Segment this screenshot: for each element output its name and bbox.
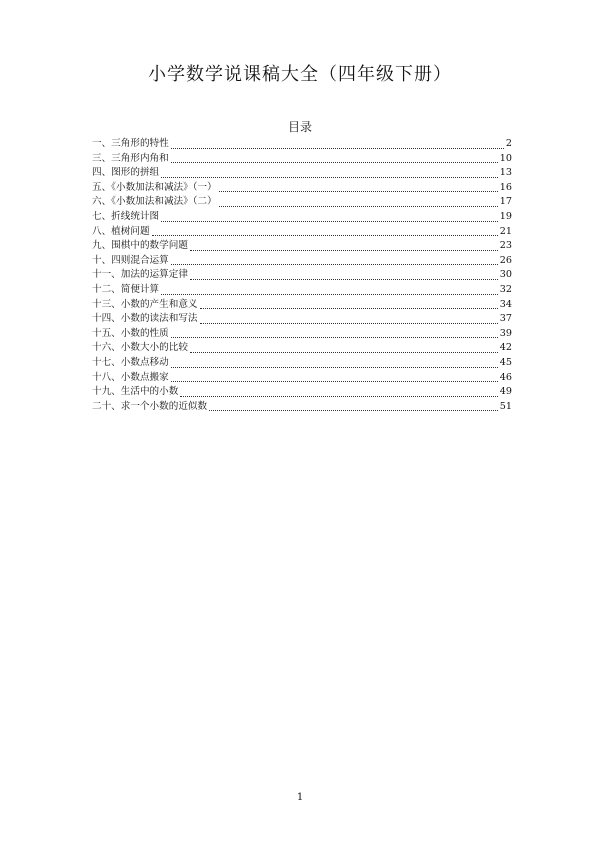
toc-entry[interactable] <box>92 254 512 269</box>
toc-leader-dots <box>171 366 498 368</box>
toc-entry-label: 十五、小数的性质 <box>92 327 169 339</box>
toc-entry-page: 51 <box>499 400 512 412</box>
toc-leader-dots <box>171 336 498 338</box>
toc-entry-page: 34 <box>499 298 512 310</box>
toc-leader-dots <box>171 263 498 265</box>
toc-leader-dots <box>171 161 498 163</box>
toc-leader-dots <box>180 395 497 397</box>
toc-leader-dots <box>171 380 498 382</box>
toc-entry-page: 39 <box>499 327 512 339</box>
toc-entry-label: 十一、加法的运算定律 <box>92 269 188 281</box>
toc-entry-label: 七、折线统计图 <box>92 210 160 222</box>
toc-entry[interactable] <box>92 268 512 283</box>
toc-entry[interactable] <box>92 356 512 371</box>
toc-entry-label: 十、四则混合运算 <box>92 254 169 266</box>
toc-entry-label: 十四、小数的读法和写法 <box>92 313 198 325</box>
toc-entry[interactable] <box>92 385 512 400</box>
toc-entry-page: 13 <box>499 167 512 179</box>
toc-leader-dots <box>200 307 498 309</box>
toc-leader-dots <box>219 205 498 207</box>
toc-entry-label: 十六、小数大小的比较 <box>92 342 188 354</box>
toc-entry[interactable] <box>92 298 512 313</box>
toc-entry-page: 37 <box>499 313 512 325</box>
toc-entry-label: 十七、小数点移动 <box>92 356 169 368</box>
toc-entry-label: 十三、小数的产生和意义 <box>92 298 198 310</box>
toc-entry-page: 26 <box>499 254 512 266</box>
toc-leader-dots <box>190 278 498 280</box>
toc-entry-page: 2 <box>505 138 512 149</box>
toc-entry[interactable] <box>92 341 512 356</box>
toc-leader-dots <box>161 176 498 178</box>
toc-entry-page: 23 <box>499 240 512 252</box>
toc-entry-label: 八、植树问题 <box>92 225 150 237</box>
toc-entry[interactable] <box>92 312 512 327</box>
toc-entry[interactable] <box>92 371 512 386</box>
toc-leader-dots <box>209 409 498 411</box>
toc-entry-label: 四、图形的拼组 <box>92 167 160 179</box>
toc-entry-label: 十九、生活中的小数 <box>92 386 179 398</box>
toc-entry-label: 一、三角形的特性 <box>92 138 169 149</box>
toc-entry-page: 32 <box>499 283 512 295</box>
toc-entry-label: 十二、简便计算 <box>92 283 160 295</box>
toc-leader-dots <box>152 234 498 236</box>
toc-entry-label: 三、三角形内角和 <box>92 152 169 164</box>
toc-entry-label: 六、《小数加法和减法》（二） <box>92 196 217 208</box>
toc-entry-page: 46 <box>499 371 512 383</box>
toc-leader-dots <box>190 249 498 251</box>
toc-entry-label: 二十、求一个小数的近似数 <box>92 400 208 412</box>
toc-entry-label: 五、《小数加法和减法》（一） <box>92 181 217 193</box>
toc-leader-dots <box>219 190 498 192</box>
toc-entry-page: 10 <box>499 152 512 164</box>
toc-leader-dots <box>161 293 498 295</box>
toc-entry[interactable] <box>92 137 512 152</box>
toc-entry-page: 21 <box>499 225 512 237</box>
toc-entry-page: 17 <box>499 196 512 208</box>
toc-entry-label: 九、围棋中的数学问题 <box>92 240 188 252</box>
toc-leader-dots <box>190 351 498 353</box>
toc-entry-page: 45 <box>499 356 512 368</box>
toc-entry[interactable] <box>92 225 512 240</box>
toc-entry[interactable] <box>92 195 512 210</box>
toc-heading: 目录 <box>287 120 312 134</box>
toc-leader-dots <box>161 220 498 222</box>
toc-entry-label: 十八、小数点搬家 <box>92 371 169 383</box>
toc-entry[interactable] <box>92 239 512 254</box>
toc-leader-dots <box>171 147 504 149</box>
toc-entry-page: 30 <box>499 269 512 281</box>
toc-entry[interactable] <box>92 166 512 181</box>
toc-entry-page: 42 <box>499 342 512 354</box>
toc-entry-page: 16 <box>499 181 512 193</box>
toc-leader-dots <box>200 322 498 324</box>
toc-entry[interactable] <box>92 210 512 225</box>
page-number: 1 <box>296 792 304 803</box>
table-of-contents <box>92 137 512 414</box>
toc-entry[interactable] <box>92 327 512 342</box>
toc-entry[interactable] <box>92 181 512 196</box>
toc-entry-page: 19 <box>499 210 512 222</box>
toc-entry[interactable] <box>92 400 512 415</box>
toc-entry[interactable] <box>92 283 512 298</box>
toc-entry-page: 49 <box>499 386 512 398</box>
toc-entry[interactable] <box>92 152 512 167</box>
document-title: 小学数学说课稿大全（四年级下册） <box>148 64 452 85</box>
